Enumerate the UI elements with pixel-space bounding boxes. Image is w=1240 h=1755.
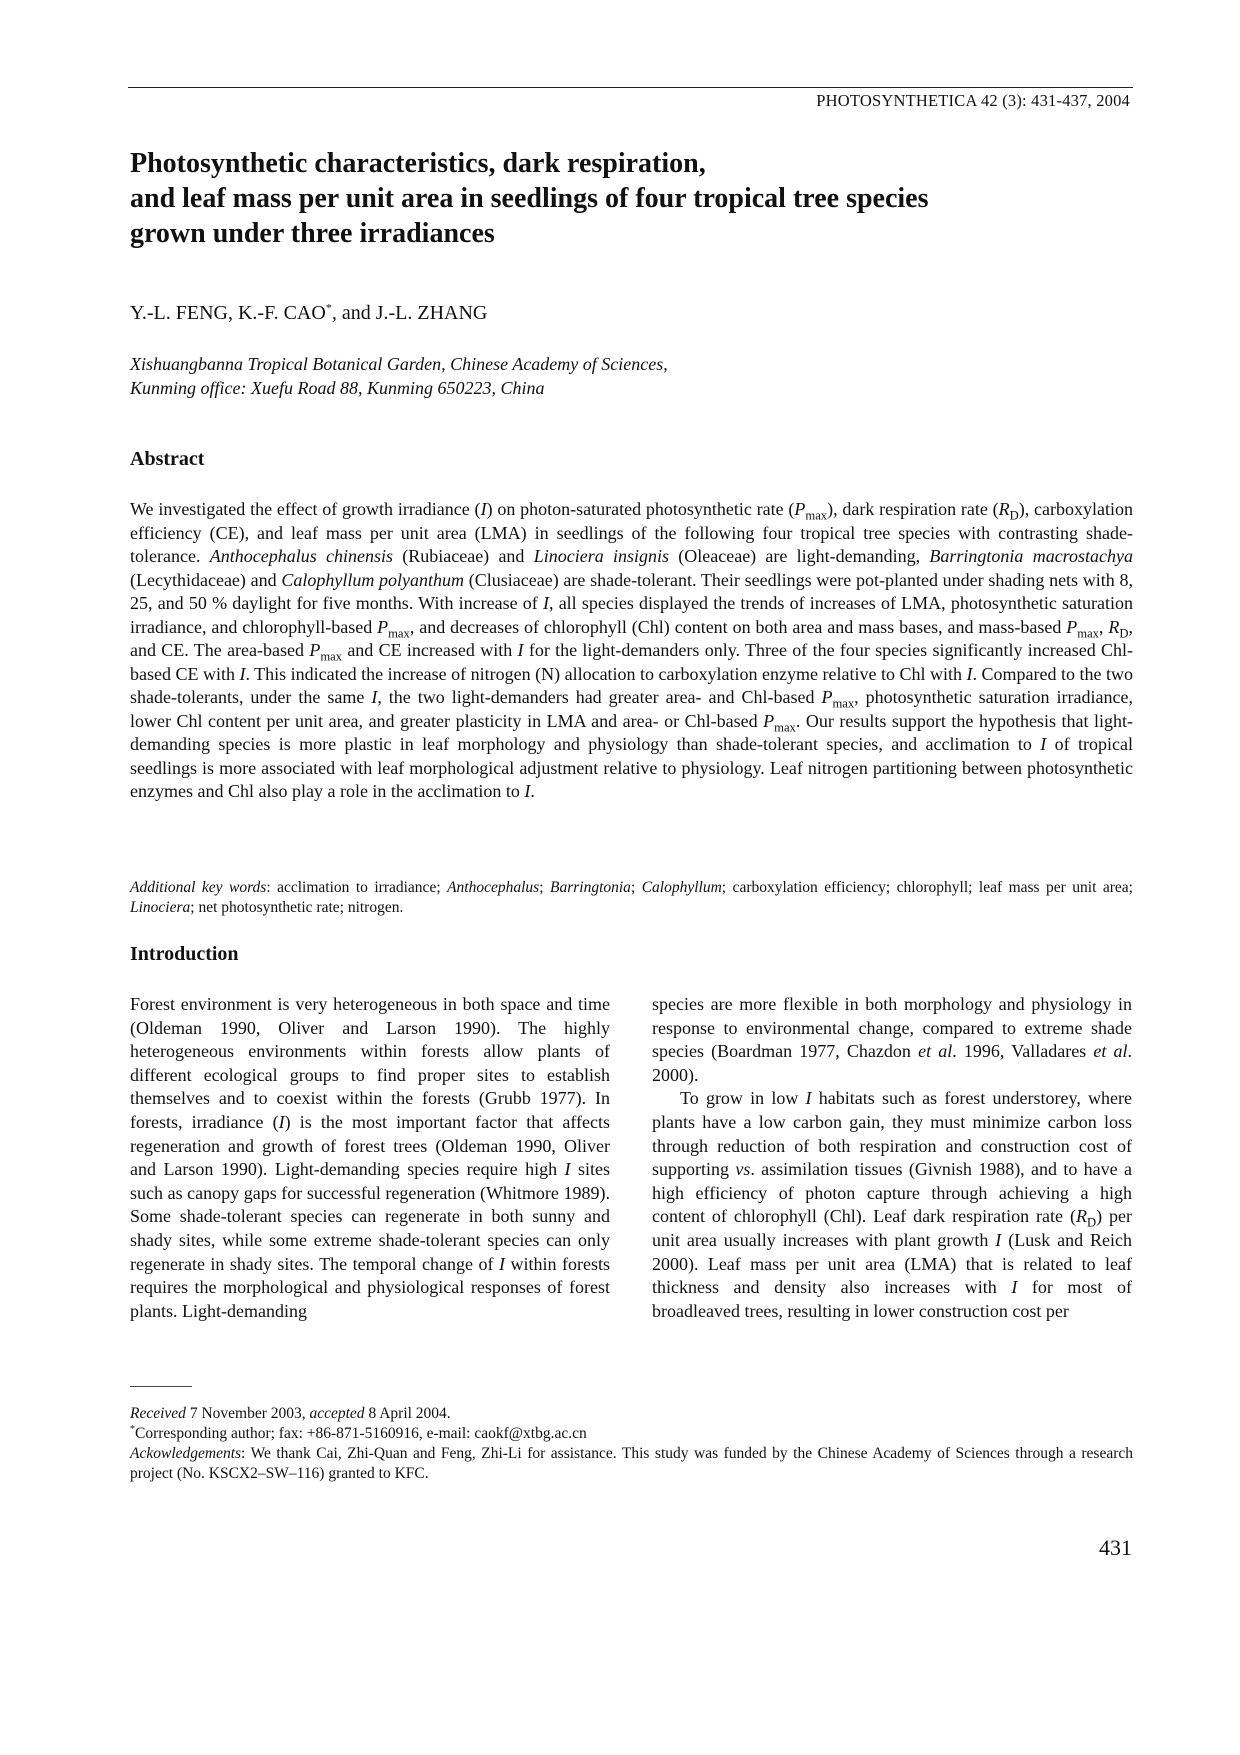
corresponding-author: Corresponding author; fax: +86-871-5160916, e-mail: caokf@xtbg.ac.cn [135,1425,587,1442]
introduction-column-left [130,993,610,1323]
abstract-heading: Abstract [130,448,205,470]
footnotes [130,1404,1133,1484]
accepted-date: 8 April 2004. [364,1405,451,1422]
header-rule [128,87,1133,88]
key-words: Additional key words: acclimation to irradiance; Anthocephalus; Barringtonia; Calophyllum; carboxylation efficiency; chlorophyll; leaf mass per unit area; Linociera; net photosynthetic rate; nitrogen. [130,879,1133,916]
accepted-label: accepted [309,1405,365,1422]
received-note [130,1404,1133,1424]
journal-citation: PHOTOSYNTHETICA 42 (3): 431-437, 2004 [816,91,1130,110]
intro-paragraph-1-cont: species are more flexible in both morphology and physiology in response to environmental change, compared to extreme shade species (Boardman 1977, Chazdon et al. 1996, Valladares et al. 2000). [652,994,1133,1085]
intro-paragraph-2: To grow in low I habitats such as forest understorey, where plants have a low carbon gain, they must minimize carbon loss through reduction of both respiration and construction cost of supporting vs. assimilation tissues (Givnish 1988), and to have a high efficiency of photon capture through achieving a high content of chlorophyll (Chl). Leaf dark respiration rate $(R_D)$ per unit area usually increases with plant growth I (Lusk and Reich 2000). Leaf mass per unit area (LMA) that is related to leaf thickness and density also increases with I for most of broadleaved trees, resulting in lower construction cost per [652,1088,1132,1321]
received-date: 7 November 2003, [185,1405,310,1422]
title-line-3: grown under three irradiances [130,218,495,249]
received-label: Received [130,1405,186,1422]
affiliation [130,352,668,400]
paper-title [130,146,1130,251]
acknowledgements-label: Ackowledgements [130,1445,242,1462]
abstract-text: We investigated the effect of growth irradiance (I) on photon-saturated photosynthetic rate $(P_{max})$, dark respiration rate $(R_D)$, carboxylation efficiency (CE), and leaf mass per unit area (LMA) in seedlings of the following four tropical tree species with contrasting shade-tolerance. Anthocephalus chinensis (Rubiaceae) and Linociera insignis (Oleaceae) are light-demanding, Barringtonia macrostachya (Lecythidaceae) and Calophyllum polyanthum (Clusiaceae) are shade-tolerant. Their seedlings were pot-planted under shading nets with 8, 25, and 50 % daylight for five months. With increase of I, all species displayed the trends of increases of LMA, photosynthetic saturation irradiance, and chlorophyll-based $P_{max}$, and decreases of chlorophyll (Chl) content on both area and mass bases, and mass-based $P_{max}$, $R_D$, and CE. The area-based $P_{max}$ and CE increased with I for the light-demanders only. Three of the four species significantly increased Chl-based CE with I. This indicated the increase of nitrogen (N) allocation to carboxylation enzyme relative to Chl with I. Compared to the two shade-tolerants, under the same I, the two light-demanders had greater area- and Chl-based $P_{max}$, photosynthetic saturation irradiance, lower Chl content per unit area, and greater plasticity in LMA and area- or Chl-based $P_{max}$. Our results support the hypothesis that light-demanding species is more plastic in leaf morphology and physiology than shade-tolerant species, and acclimation to I of tropical seedlings is more associated with leaf morphological adjustment relative to physiology. Leaf nitrogen partitioning between photosynthetic enzymes and Chl also play a role in the acclimation to I. [130,499,1134,801]
corresponding-footnote-mark: * [130,1423,135,1435]
authors-rest: , and J.-L. ZHANG [331,302,488,324]
affiliation-line-1: Xishuangbanna Tropical Botanical Garden, Chinese Academy of Sciences, [130,354,668,374]
corresponding-mark: * [325,300,332,315]
introduction-heading: Introduction [130,943,239,965]
affiliation-line-2: Kunming office: Xuefu Road 88, Kunming 650223, China [130,378,545,398]
footnote-rule [130,1386,192,1387]
acknowledgements-text: : We thank Cai, Zhi-Quan and Feng, Zhi-Li for assistance. This study was funded by the Chinese Academy of Sciences through a research project (No. KSCX2–SW–116) granted to KFC. [130,1445,1133,1482]
key-words-label: Additional key words [130,879,267,896]
page-number: 431 [1099,1535,1132,1560]
title-line-1: Photosynthetic characteristics, dark respiration, [130,148,706,179]
intro-paragraph-1: Forest environment is very heterogeneous in both space and time (Oldeman 1990, Oliver and Larson 1990). The highly heterogeneous environments within forests allow plants of different ecological groups to find proper sites to establish themselves and to coexist within the forests (Grubb 1977). In forests, irradiance (I) is the most important factor that affects regeneration and growth of forest trees (Oldeman 1990, Oliver and Larson 1990). Light-demanding species require high I sites such as canopy gaps for successful regeneration (Whitmore 1989). Some shade-tolerant species can regenerate in both sunny and shady sites, while some extreme shade-tolerant species can only regenerate in shady sites. The temporal change of I within forests requires the morphological and physiological responses of forest plants. Light-demanding [130,994,610,1321]
acknowledgements-note [130,1444,1133,1484]
title-line-2: and leaf mass per unit area in seedlings of four tropical tree species [130,183,929,214]
corresponding-note [130,1424,1133,1444]
introduction-column-right [652,993,1132,1323]
author-list [130,302,487,325]
authors-main: Y.-L. FENG, K.-F. CAO [130,302,326,324]
